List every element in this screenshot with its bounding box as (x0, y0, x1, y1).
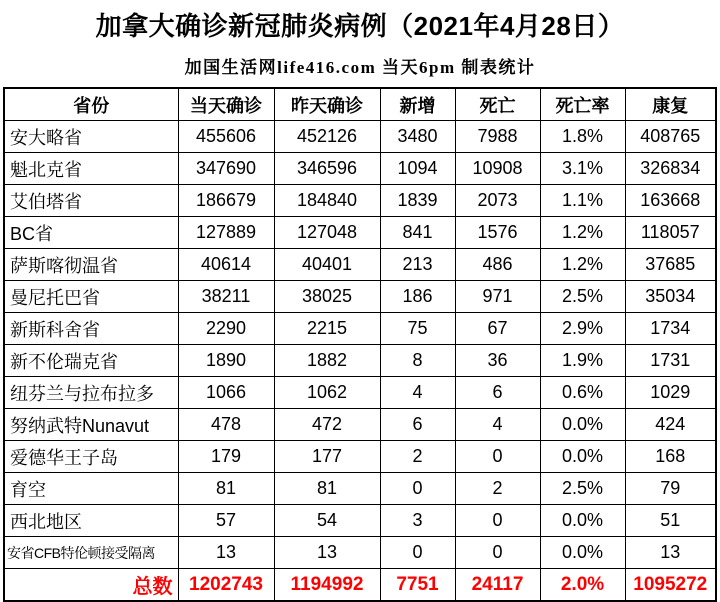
new-cases-cell: 186 (380, 281, 455, 313)
table-row (4, 281, 716, 313)
deaths-cell: 6 (455, 377, 540, 409)
today-confirmed-cell: 2290 (178, 313, 274, 345)
table-row (4, 505, 716, 537)
recovered-cell: 35034 (625, 281, 716, 313)
recovered-cell: 163668 (625, 185, 716, 217)
yesterday-confirmed-cell: 472 (274, 409, 380, 441)
deaths-cell: 2073 (455, 185, 540, 217)
table-row (4, 441, 716, 473)
yesterday-confirmed-cell: 54 (274, 505, 380, 537)
province-cell: 纽芬兰与拉布拉多 (4, 377, 178, 409)
today-confirmed-cell: 347690 (178, 153, 274, 185)
table-row (4, 409, 716, 441)
table-row (4, 185, 716, 217)
death-rate-cell: 0.0% (540, 441, 625, 473)
death-rate-cell: 2.5% (540, 473, 625, 505)
deaths-cell: 0 (455, 441, 540, 473)
deaths-cell: 67 (455, 313, 540, 345)
recovered-cell: 13 (625, 537, 716, 569)
deaths-cell: 7988 (455, 121, 540, 153)
death-rate-cell: 1.8% (540, 121, 625, 153)
total-deaths-cell: 24117 (455, 569, 540, 602)
province-cell: 安省CFB特伦顿接受隔离 (4, 537, 178, 569)
recovered-cell: 1734 (625, 313, 716, 345)
province-cell: 新斯科舍省 (4, 313, 178, 345)
table-row (4, 249, 716, 281)
death-rate-cell: 1.2% (540, 217, 625, 249)
new-cases-cell: 2 (380, 441, 455, 473)
province-cell: 安大略省 (4, 121, 178, 153)
column-header-new-cases: 新增 (380, 88, 455, 121)
death-rate-cell: 1.1% (540, 185, 625, 217)
yesterday-confirmed-cell: 38025 (274, 281, 380, 313)
total-row (4, 569, 716, 602)
province-cell: 育空 (4, 473, 178, 505)
recovered-cell: 408765 (625, 121, 716, 153)
death-rate-cell: 0.0% (540, 537, 625, 569)
death-rate-cell: 0.0% (540, 505, 625, 537)
yesterday-confirmed-cell: 81 (274, 473, 380, 505)
recovered-cell: 1731 (625, 345, 716, 377)
new-cases-cell: 0 (380, 537, 455, 569)
new-cases-cell: 3 (380, 505, 455, 537)
province-cell: 努纳武特Nunavut (4, 409, 178, 441)
column-header-today-confirmed: 当天确诊 (178, 88, 274, 121)
total-death-rate-cell: 2.0% (540, 569, 625, 602)
table-row (4, 217, 716, 249)
yesterday-confirmed-cell: 452126 (274, 121, 380, 153)
death-rate-cell: 2.5% (540, 281, 625, 313)
new-cases-cell: 0 (380, 473, 455, 505)
deaths-cell: 0 (455, 505, 540, 537)
yesterday-confirmed-cell: 184840 (274, 185, 380, 217)
total-recovered-cell: 1095272 (625, 569, 716, 602)
table-row (4, 473, 716, 505)
death-rate-cell: 0.0% (540, 409, 625, 441)
page-title: 加拿大确诊新冠肺炎病例（2021年4月28日） (95, 11, 625, 41)
new-cases-cell: 1094 (380, 153, 455, 185)
recovered-cell: 118057 (625, 217, 716, 249)
recovered-cell: 326834 (625, 153, 716, 185)
deaths-cell: 486 (455, 249, 540, 281)
deaths-cell: 1576 (455, 217, 540, 249)
column-header-deaths: 死亡 (455, 88, 540, 121)
today-confirmed-cell: 38211 (178, 281, 274, 313)
recovered-cell: 37685 (625, 249, 716, 281)
today-confirmed-cell: 186679 (178, 185, 274, 217)
province-cell: 魁北克省 (4, 153, 178, 185)
province-cell: BC省 (4, 217, 178, 249)
recovered-cell: 51 (625, 505, 716, 537)
column-header-death-rate: 死亡率 (540, 88, 625, 121)
new-cases-cell: 6 (380, 409, 455, 441)
total-new-cases-cell: 7751 (380, 569, 455, 602)
today-confirmed-cell: 57 (178, 505, 274, 537)
page-subtitle: 加国生活网life416.com 当天6pm 制表统计 (184, 58, 536, 77)
yesterday-confirmed-cell: 13 (274, 537, 380, 569)
new-cases-cell: 213 (380, 249, 455, 281)
province-cell: 艾伯塔省 (4, 185, 178, 217)
yesterday-confirmed-cell: 127048 (274, 217, 380, 249)
today-confirmed-cell: 1066 (178, 377, 274, 409)
yesterday-confirmed-cell: 177 (274, 441, 380, 473)
table-row (4, 313, 716, 345)
deaths-cell: 10908 (455, 153, 540, 185)
today-confirmed-cell: 40614 (178, 249, 274, 281)
recovered-cell: 79 (625, 473, 716, 505)
province-cell: 新不伦瑞克省 (4, 345, 178, 377)
column-header-recovered: 康复 (625, 88, 716, 121)
yesterday-confirmed-cell: 2215 (274, 313, 380, 345)
total-today-confirmed-cell: 1202743 (178, 569, 274, 602)
death-rate-cell: 3.1% (540, 153, 625, 185)
table-row (4, 377, 716, 409)
page-header (0, 0, 720, 78)
column-header-yesterday-confirmed: 昨天确诊 (274, 88, 380, 121)
new-cases-cell: 1839 (380, 185, 455, 217)
deaths-cell: 4 (455, 409, 540, 441)
new-cases-cell: 841 (380, 217, 455, 249)
death-rate-cell: 1.9% (540, 345, 625, 377)
deaths-cell: 971 (455, 281, 540, 313)
table-row (4, 121, 716, 153)
table-row (4, 153, 716, 185)
today-confirmed-cell: 13 (178, 537, 274, 569)
total-label-cell: 总数 (4, 569, 178, 602)
province-cell: 萨斯喀彻温省 (4, 249, 178, 281)
today-confirmed-cell: 1890 (178, 345, 274, 377)
new-cases-cell: 4 (380, 377, 455, 409)
province-cell: 西北地区 (4, 505, 178, 537)
yesterday-confirmed-cell: 1062 (274, 377, 380, 409)
table-row (4, 345, 716, 377)
death-rate-cell: 1.2% (540, 249, 625, 281)
total-yesterday-confirmed-cell: 1194992 (274, 569, 380, 602)
today-confirmed-cell: 179 (178, 441, 274, 473)
deaths-cell: 36 (455, 345, 540, 377)
deaths-cell: 0 (455, 537, 540, 569)
today-confirmed-cell: 127889 (178, 217, 274, 249)
death-rate-cell: 0.6% (540, 377, 625, 409)
new-cases-cell: 8 (380, 345, 455, 377)
yesterday-confirmed-cell: 40401 (274, 249, 380, 281)
province-cell: 曼尼托巴省 (4, 281, 178, 313)
recovered-cell: 424 (625, 409, 716, 441)
header-row (4, 88, 716, 121)
new-cases-cell: 75 (380, 313, 455, 345)
yesterday-confirmed-cell: 1882 (274, 345, 380, 377)
province-cell: 爱德华王子岛 (4, 441, 178, 473)
today-confirmed-cell: 478 (178, 409, 274, 441)
death-rate-cell: 2.9% (540, 313, 625, 345)
table-row (4, 537, 716, 569)
column-header-province: 省份 (4, 88, 178, 121)
covid-cases-table (3, 87, 717, 602)
new-cases-cell: 3480 (380, 121, 455, 153)
today-confirmed-cell: 455606 (178, 121, 274, 153)
recovered-cell: 168 (625, 441, 716, 473)
deaths-cell: 2 (455, 473, 540, 505)
today-confirmed-cell: 81 (178, 473, 274, 505)
recovered-cell: 1029 (625, 377, 716, 409)
yesterday-confirmed-cell: 346596 (274, 153, 380, 185)
